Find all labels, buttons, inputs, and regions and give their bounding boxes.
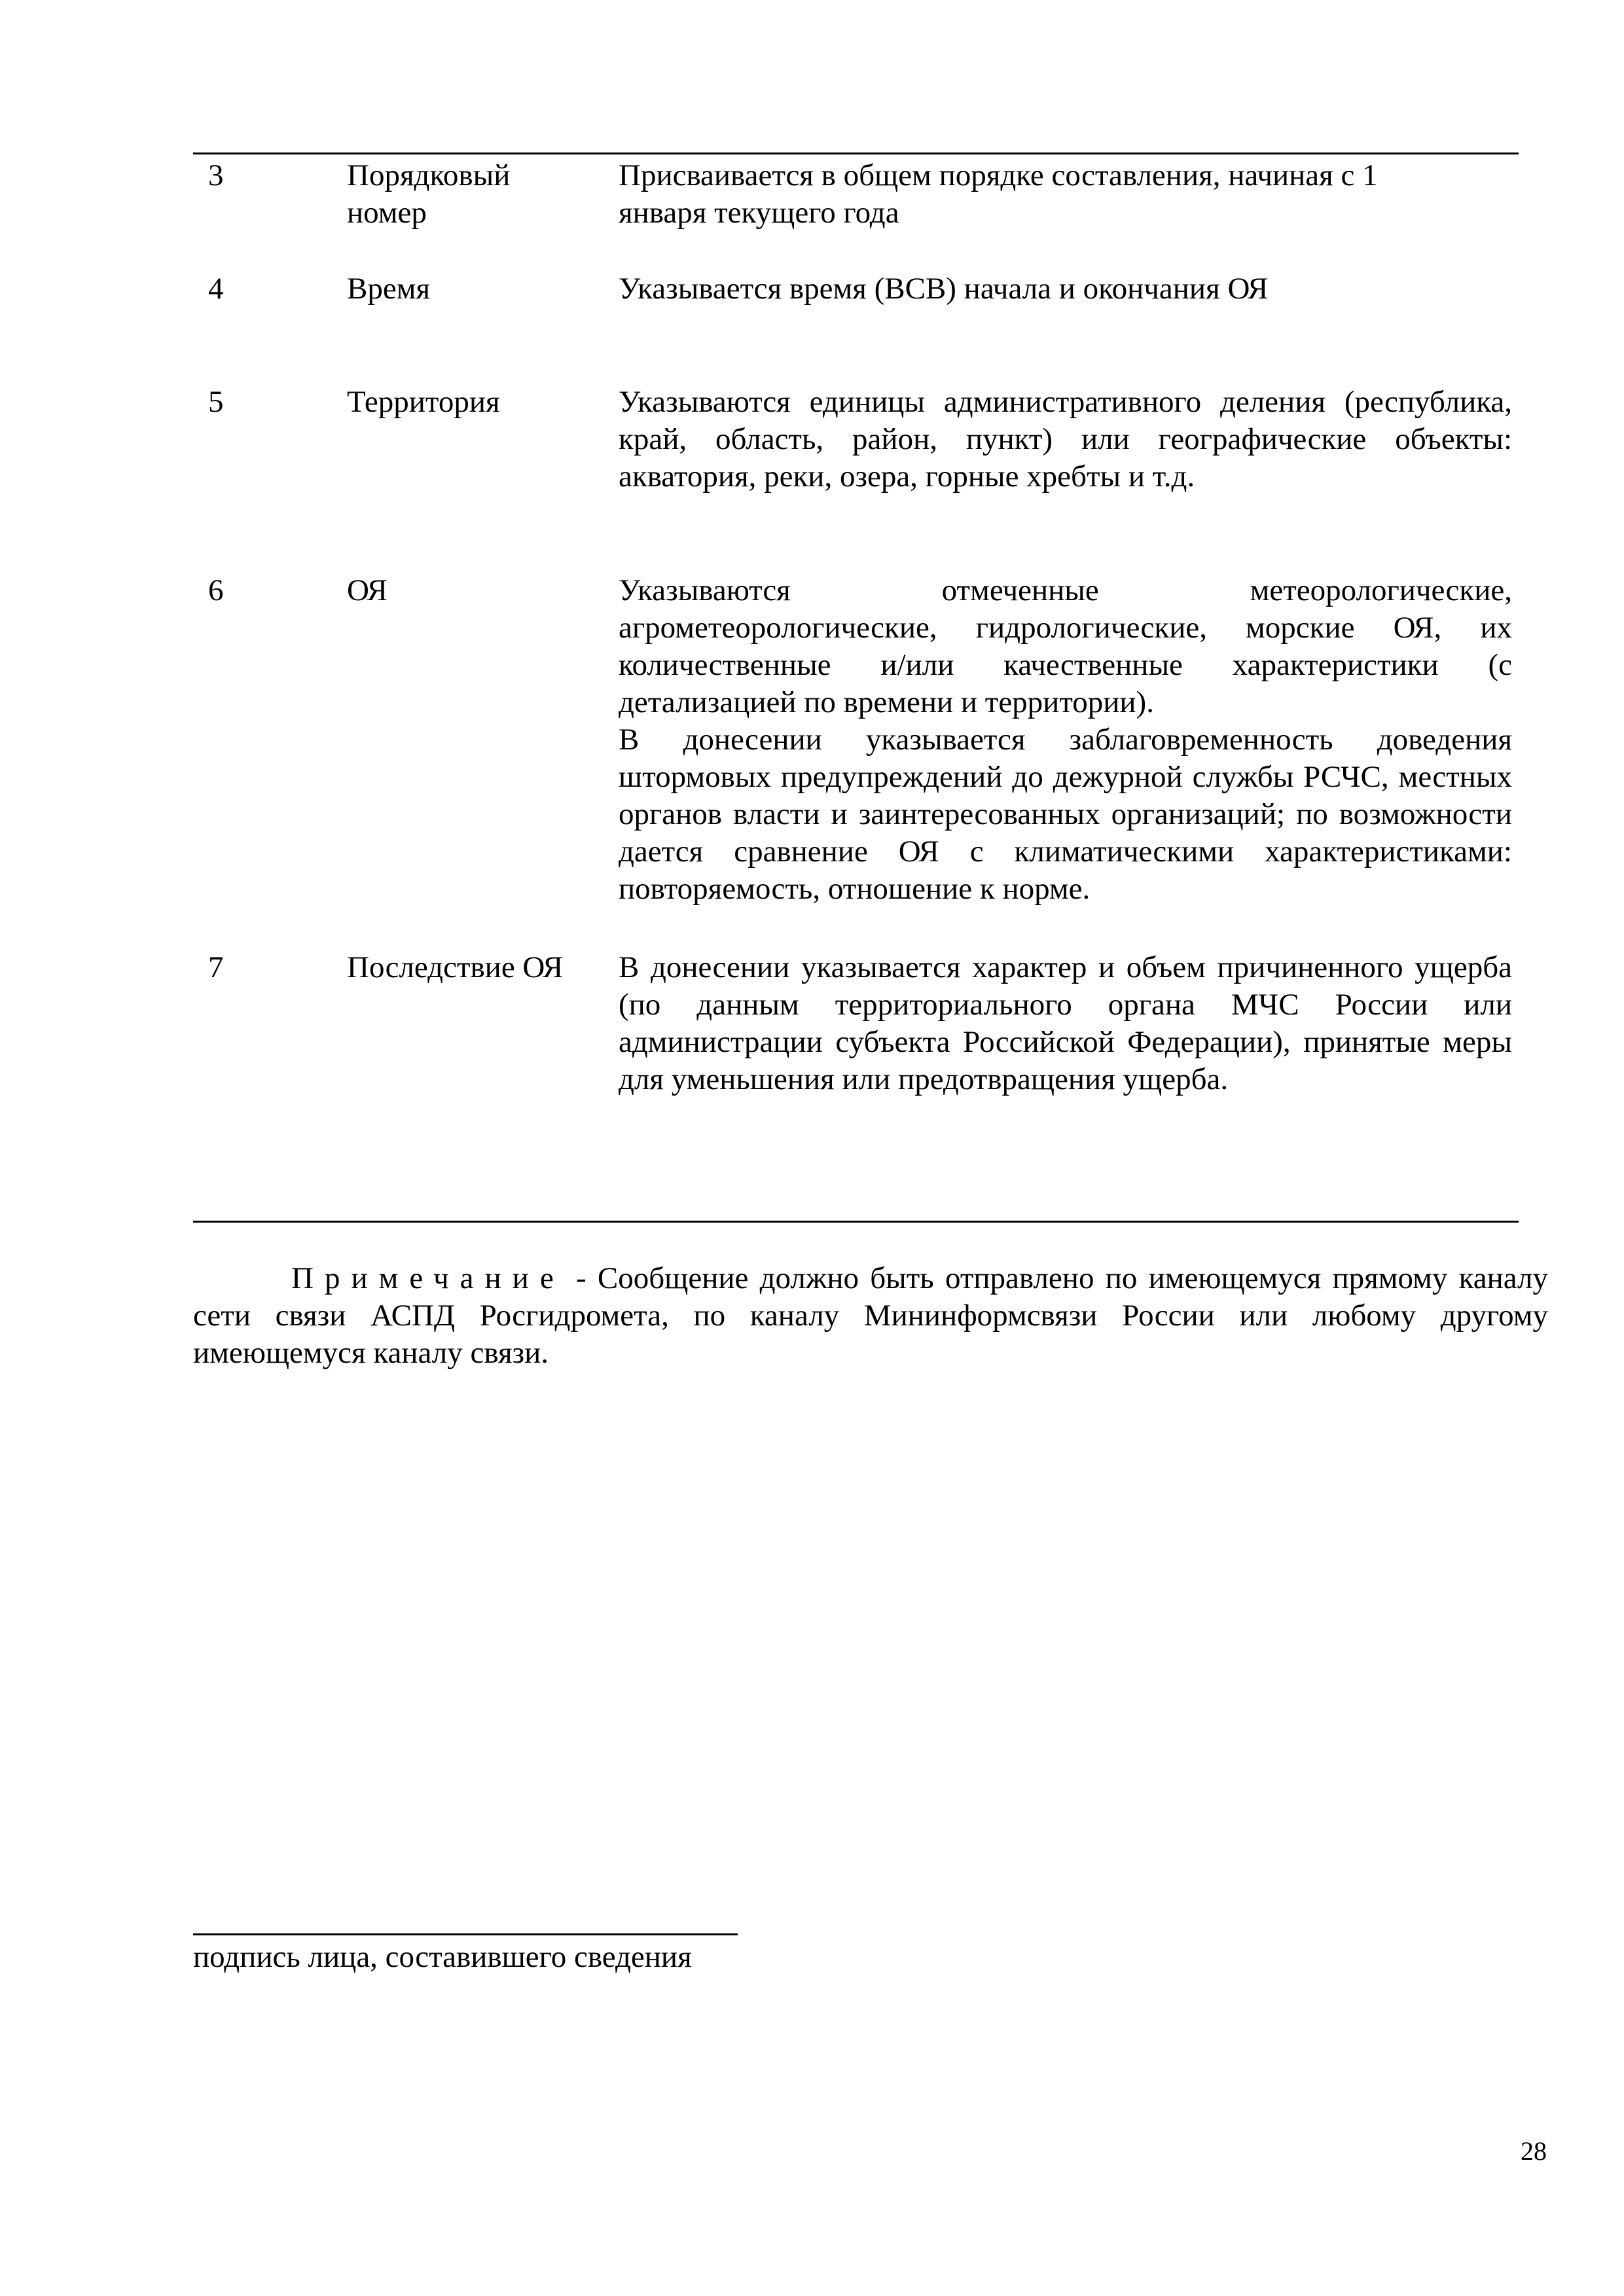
note-paragraph	[193, 1260, 1548, 1372]
note-label: Примечание	[291, 1261, 565, 1295]
row-number: 5	[208, 385, 224, 419]
row-description	[619, 384, 1512, 495]
table-top-rule	[193, 152, 1519, 154]
row-number: 6	[208, 573, 224, 607]
page-number: 28	[1521, 2136, 1547, 2166]
note-text: - Сообщение должно быть отправлено по имеющемуся прямому каналу сети связи АСПД Росгидромета, по каналу Мининформсвязи России или любому другому имеющемуся каналу связи.	[193, 1261, 1548, 1370]
row-description-paragraph: Указывается время (ВСВ) начала и окончания ОЯ	[619, 272, 1269, 306]
row-description-paragraph: Указываются единицы административного деления (республика, край, область, район, пункт) или географические объекты: акватория, реки, озера, горные хребты и т.д.	[619, 385, 1512, 493]
row-description	[619, 270, 1512, 308]
row-description-paragraph: В донесении указывается заблаговременность доведения штормовых предупреждений до дежурной службы РСЧС, местных органов власти и заинтересованных организаций; по возможности дается сравнение ОЯ с климатическими характеристиками: повторяемость, отношение к норме.	[619, 723, 1512, 906]
row-description	[619, 572, 1512, 908]
row-description	[619, 157, 1512, 232]
row-number: 7	[208, 950, 224, 984]
row-description-paragraph: В донесении указывается характер и объем причиненного ущерба (по данным территориального органа МЧС России или администрации субъекта Российской Федерации), принятые меры для уменьшения или предотвращения ущерба.	[619, 950, 1512, 1096]
row-description-paragraph: Присваивается в общем порядке составления, начиная с 1 января текущего года	[619, 158, 1378, 230]
row-field-name: Территория	[347, 385, 500, 419]
signature-line	[193, 1933, 738, 1935]
row-field-name: ОЯ	[347, 573, 388, 607]
row-description-paragraph: Указываются отмеченные метеорологические, агрометеорологические, гидрологические, морские ОЯ, их количественные и/или качественные характеристики (с детализацией по времени и территории).	[619, 573, 1512, 719]
row-number: 4	[208, 272, 224, 306]
row-description	[619, 949, 1512, 1098]
row-field-name: Последствие ОЯ	[347, 950, 564, 984]
row-field-name: Порядковый номер	[347, 158, 511, 230]
signature-caption: подпись лица, составившего сведения	[193, 1940, 692, 1974]
row-number: 3	[208, 158, 224, 192]
row-field-name: Время	[347, 272, 431, 306]
table-bottom-rule	[193, 1221, 1519, 1223]
